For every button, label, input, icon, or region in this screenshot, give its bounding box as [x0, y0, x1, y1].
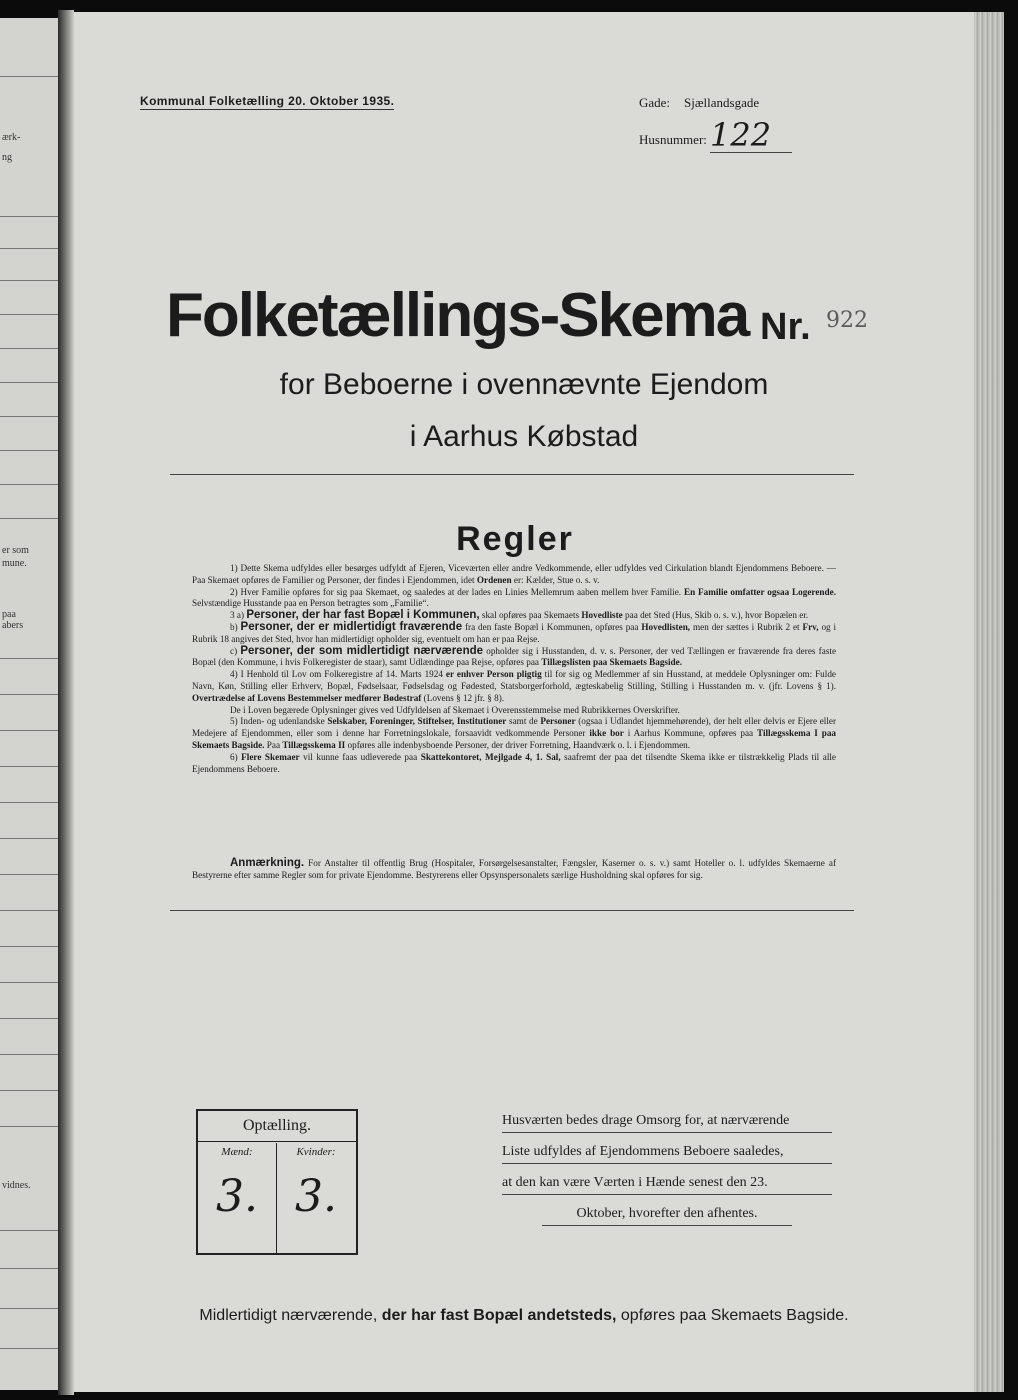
rule-4-continued: De i Loven begærede Oplysninger gives ved Udfyldelsen af Skemaet i Overensstemmelse med Rubrikkernes Overskrifter. — [230, 704, 680, 715]
left-page-rule — [0, 348, 58, 349]
form-number-value: 922 — [826, 308, 868, 333]
street-label: Gade: — [639, 95, 671, 110]
left-page-fragment: abers — [2, 620, 24, 631]
landlord-notice-line: Liste udfyldes af Ejendommens Beboere saaledes, — [502, 1141, 832, 1164]
men-count: 3. — [216, 1171, 258, 1222]
left-page-rule — [0, 1348, 58, 1349]
left-page-rule — [0, 382, 58, 383]
left-page-rule — [0, 802, 58, 803]
left-page-rule — [0, 416, 58, 417]
left-page-rule — [0, 314, 58, 315]
left-page-fragment: ærk- — [2, 132, 21, 143]
census-form-page — [74, 12, 974, 1392]
rule-2: 2) Hver Familie opføres for sig paa Skemaet, og saaledes at der lades en Linies Mellemrum aaben mellem hver Familie. En Familie omfatter ogsaa Logerende. Selvstændige Husstande paa en Person betragtes som „Familie“. — [192, 586, 836, 609]
remark-heading: Anmærkning. — [230, 857, 305, 869]
left-page-rule — [0, 450, 58, 451]
left-page-rule — [0, 248, 58, 249]
form-subtitle: for Beboerne i ovennævnte Ejendom — [279, 368, 769, 401]
landlord-notice-line: Oktober, hvorefter den afhentes. — [542, 1203, 792, 1226]
left-page-rule — [0, 874, 58, 875]
form-subtitle-location: i Aarhus Købstad — [409, 420, 639, 453]
house-number-value: 122 — [710, 118, 792, 153]
left-page-rule — [0, 694, 58, 695]
rule-5: 5) Inden- og udenlandske Selskaber, Foreninger, Stiftelser, Institutioner samt de Personer (ogsaa i Udlandet hjemmehørende), der helt eller delvis er Ejere eller Medejere af Ejendommen, eller som i denne har Forretningslokale, forsaavidt vedkommende Personer ikke bor i Aarhus Kommune, opføres paa Tillægsskema I paa Skemaets Bagside. Paa Tillægsskema II opføres alle indenbysboende Personer, der driver Forretning, Haandværk o. l. i Ejendommen. — [192, 716, 837, 750]
left-page-rule — [0, 766, 58, 767]
divider — [170, 910, 854, 911]
house-number-label: Husnummer: — [639, 132, 707, 147]
left-page-fragment: paa — [2, 609, 16, 620]
left-page-rule — [0, 838, 58, 839]
women-label: Kvinder: — [296, 1146, 336, 1158]
remark-body: For Anstalter til offentlig Brug (Hospitaler, Forsørgelsesanstalter, Fængsler, Kaserner o. s. v.) samt Hoteller o. l. udfyldes Skemaerne af Bestyrerne efter samme Regler som for private Ejendomme. Bestyrerens eller Opsynspersonalets særlige Husholdning skal opføres for sig. — [192, 858, 837, 880]
rule-4: 4) I Henhold til Lov om Folkeregistre af 14. Marts 1924 er enhver Person pligtig til for sig og Medlemmer af sin Husstand, at meddele Oplysninger om: Fulde Navn, Køn, Stilling eller Erhverv, Bopæl, Fødselsaar, Fødselsdag og Fødested, Statsborgerforhold, ægteskabelig Stilling, Stilling i Husstanden m. v. (jfr. Lovens § 1). Overtrædelse af Lovens Bestemmelser medfører Bødestraf (Lovens § 12 jfr. § 8). — [192, 669, 837, 703]
left-page-fragment: vidnes. — [2, 1180, 31, 1191]
left-page-rule — [0, 1230, 58, 1231]
footer-text: Midlertidigt nærværende, — [199, 1307, 378, 1324]
rule-3a: 3 a) Personer, der har fast Bopæl i Kommunen, skal opføres paa Skemaets Hovedliste paa det Sted (Hus, Skib o. s. v.), hvor Bopælen er. — [230, 609, 809, 622]
footer-note — [74, 1307, 974, 1325]
left-page-rule — [0, 518, 58, 519]
rule-1: 1) Dette Skema udfyldes eller besørges udfyldt af Ejeren, Viceværten eller andre Vedkommende, eller udfyldes ved Cirkulation blandt Ejendommens Beboere. — Paa Skemaet opføres de Familier og Personer, der findes i Ejendommen, idet Ordenen er: Kælder, Stue o. s. v. — [192, 563, 836, 585]
men-column — [198, 1143, 277, 1253]
left-page-rule — [0, 216, 58, 217]
men-label: Mænd: — [221, 1146, 253, 1158]
left-page-rule — [0, 730, 58, 731]
rule-3b: b) Personer, der er midlertidigt fraværende fra den faste Bopæl i Kommunen, opføres paa Hovedlisten, men der sættes i Rubrik 2 et Frv, og i Rubrik 18 angives det Sted, hvor han midlertidigt opholder sig, eventuelt om han er paa Rejse. — [192, 620, 837, 644]
footer-text: opføres paa Skemaets Bagside. — [620, 1307, 849, 1324]
left-page-rule — [0, 910, 58, 911]
left-page-rule — [0, 1308, 58, 1309]
landlord-notice-line: Husværten bedes drage Omsorg for, at nærværende — [502, 1110, 832, 1133]
rule-6: 6) Flere Skemaer vil kunne faas udleverede paa Skattekontoret, Mejlgade 4, 1. Sal, saafremt der paa det tilsendte Skema ikke er tilstrækkelig Plads til alle Ejendommens Beboere. — [192, 751, 837, 774]
left-page-rule — [0, 1268, 58, 1269]
left-page-rule — [0, 484, 58, 485]
left-page-fragment: ng — [2, 152, 12, 163]
left-page-rule — [0, 1090, 58, 1091]
remark-paragraph — [192, 858, 836, 882]
form-title: Folketællings-Skema — [166, 281, 749, 350]
remark-text — [192, 858, 836, 882]
left-page-rule — [0, 1126, 58, 1127]
rules-text — [192, 563, 836, 775]
page-stack-edge — [974, 12, 1004, 1392]
women-count: 3. — [295, 1171, 337, 1222]
divider — [170, 474, 854, 475]
left-page-fragment: mune. — [2, 558, 27, 569]
left-page-rule — [0, 1054, 58, 1055]
left-page-rule — [0, 1018, 58, 1019]
count-box-title: Optælling. — [198, 1111, 356, 1142]
rules-heading: Regler — [456, 520, 574, 558]
left-page-rule — [0, 76, 58, 77]
left-page-fragment: er som — [2, 545, 29, 556]
street-value: Sjællandsgade — [684, 95, 760, 110]
left-page-rule — [0, 280, 58, 281]
left-page-rule — [0, 982, 58, 983]
form-number-label: Nr. — [760, 306, 811, 348]
count-box — [196, 1109, 358, 1255]
left-facing-page — [0, 18, 58, 1390]
census-header: Kommunal Folketælling 20. Oktober 1935. — [140, 94, 395, 108]
footer-bold-text: der har fast Bopæl andetsteds, — [381, 1307, 617, 1324]
left-page-rule — [0, 658, 58, 659]
women-column — [277, 1143, 355, 1253]
book-gutter — [58, 10, 74, 1395]
landlord-notice-line: at den kan være Værten i Hænde senest den 23. — [502, 1172, 832, 1195]
rule-3c: c) Personer, der som midlertidigt nærværende opholder sig i Husstanden, d. v. s. Personer, der ved Tællingen er fraværende fra deres faste Bopæl (den Kommune, i hvis Folkeregister de staar), samt Udlændinge paa Rejse, opføres paa Tillægslisten paa Skemaets Bagside. — [192, 644, 837, 668]
landlord-notice — [502, 1110, 832, 1234]
left-page-rule — [0, 946, 58, 947]
